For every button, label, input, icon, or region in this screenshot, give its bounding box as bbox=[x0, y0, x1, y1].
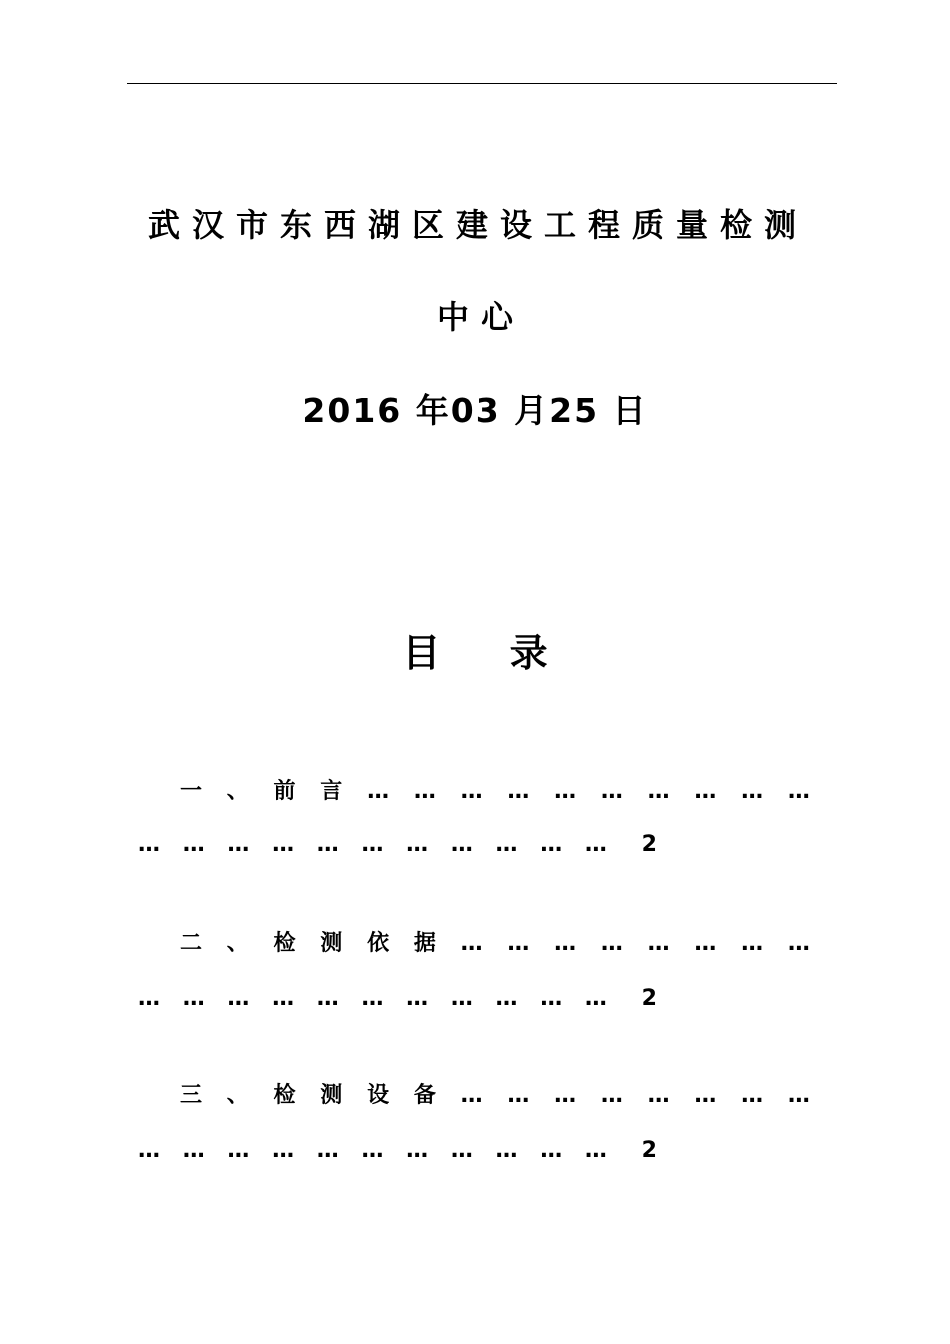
toc-leader-dots: … bbox=[787, 931, 810, 956]
toc-leader-dots: … bbox=[600, 931, 623, 956]
toc-page-number: 2 bbox=[641, 986, 657, 1011]
toc-entry-char: 测 bbox=[320, 931, 343, 956]
toc-leader-dots: … bbox=[584, 986, 607, 1011]
toc-leader-dots: … bbox=[460, 931, 483, 956]
toc-entry-1-line1[interactable] bbox=[180, 774, 810, 805]
toc-leader-dots: … bbox=[694, 779, 717, 804]
toc-leader-dots: … bbox=[450, 832, 473, 857]
toc-entry-char: 、 bbox=[226, 931, 249, 956]
organization-name-line1: 武汉市东西湖区建设工程质量检测 bbox=[147, 206, 808, 244]
toc-leader-dots: … bbox=[272, 986, 295, 1011]
toc-entry-char: 言 bbox=[320, 779, 343, 804]
toc-leader-dots: … bbox=[227, 1138, 250, 1163]
toc-entry-char: 检 bbox=[273, 1083, 296, 1108]
toc-leader-dots: … bbox=[647, 779, 670, 804]
toc-leader-dots: … bbox=[227, 832, 250, 857]
toc-leader-dots: … bbox=[406, 832, 429, 857]
toc-leader-dots: … bbox=[540, 832, 563, 857]
toc-leader-dots: … bbox=[554, 1083, 577, 1108]
toc-entry-char: 、 bbox=[226, 779, 249, 804]
toc-entry-char: 设 bbox=[367, 1083, 390, 1108]
toc-leader-dots: … bbox=[460, 779, 483, 804]
toc-leader-dots: … bbox=[787, 779, 810, 804]
toc-leader-dots: … bbox=[694, 931, 717, 956]
toc-leader-dots: … bbox=[600, 779, 623, 804]
toc-page-number: 2 bbox=[641, 832, 657, 857]
toc-leader-dots: … bbox=[450, 1138, 473, 1163]
toc-leader-dots: … bbox=[316, 832, 339, 857]
toc-entry-char: 二 bbox=[180, 931, 203, 956]
toc-entry-2-line1[interactable] bbox=[180, 926, 810, 957]
toc-entry-2-line2[interactable] bbox=[138, 986, 818, 1011]
toc-leader-dots: … bbox=[694, 1083, 717, 1108]
toc-leader-dots: … bbox=[272, 1138, 295, 1163]
toc-entry-1-line2[interactable] bbox=[138, 832, 818, 857]
toc-leader-dots: … bbox=[741, 1083, 764, 1108]
toc-leader-dots: … bbox=[584, 1138, 607, 1163]
toc-entry-char: 一 bbox=[180, 779, 203, 804]
toc-leader-dots: … bbox=[507, 931, 530, 956]
toc-leader-dots: … bbox=[507, 779, 530, 804]
toc-leader-dots: … bbox=[647, 931, 670, 956]
toc-leader-dots: … bbox=[741, 779, 764, 804]
toc-entry-3-line2[interactable] bbox=[138, 1138, 818, 1163]
toc-leader-dots: … bbox=[361, 832, 384, 857]
toc-leader-dots: … bbox=[138, 1138, 160, 1163]
toc-entry-char: 、 bbox=[226, 1083, 249, 1108]
header-rule bbox=[127, 83, 837, 84]
toc-leader-dots: … bbox=[182, 832, 205, 857]
toc-entry-char: 据 bbox=[413, 931, 436, 956]
toc-leader-dots: … bbox=[540, 1138, 563, 1163]
toc-leader-dots: … bbox=[361, 1138, 384, 1163]
toc-entry-char: 三 bbox=[180, 1083, 203, 1108]
toc-leader-dots: … bbox=[406, 986, 429, 1011]
toc-leader-dots: … bbox=[460, 1083, 483, 1108]
toc-leader-dots: … bbox=[507, 1083, 530, 1108]
toc-entry-char: 依 bbox=[367, 931, 390, 956]
toc-entry-char: 测 bbox=[320, 1083, 343, 1108]
toc-leader-dots: … bbox=[361, 986, 384, 1011]
toc-leader-dots: … bbox=[227, 986, 250, 1011]
toc-leader-dots: … bbox=[406, 1138, 429, 1163]
toc-leader-dots: … bbox=[554, 931, 577, 956]
toc-page-number: 2 bbox=[641, 1138, 657, 1163]
toc-leader-dots: … bbox=[495, 1138, 518, 1163]
toc-leader-dots: … bbox=[138, 832, 160, 857]
toc-leader-dots: … bbox=[540, 986, 563, 1011]
toc-leader-dots: … bbox=[584, 832, 607, 857]
toc-leader-dots: … bbox=[413, 779, 436, 804]
toc-entry-char: 备 bbox=[413, 1083, 436, 1108]
toc-leader-dots: … bbox=[272, 832, 295, 857]
toc-leader-dots: … bbox=[495, 832, 518, 857]
toc-leader-dots: … bbox=[600, 1083, 623, 1108]
toc-leader-dots: … bbox=[450, 986, 473, 1011]
document-date: 2016 年03 月25 日 bbox=[302, 391, 648, 430]
toc-leader-dots: … bbox=[367, 779, 390, 804]
toc-leader-dots: … bbox=[787, 1083, 810, 1108]
toc-leader-dots: … bbox=[316, 986, 339, 1011]
toc-leader-dots: … bbox=[495, 986, 518, 1011]
toc-leader-dots: … bbox=[554, 779, 577, 804]
toc-leader-dots: … bbox=[647, 1083, 670, 1108]
toc-leader-dots: … bbox=[182, 986, 205, 1011]
toc-entry-char: 前 bbox=[273, 779, 296, 804]
toc-title: 目 录 bbox=[402, 631, 576, 675]
toc-entry-3-line1[interactable] bbox=[180, 1078, 810, 1109]
toc-leader-dots: … bbox=[138, 986, 160, 1011]
toc-leader-dots: … bbox=[316, 1138, 339, 1163]
toc-leader-dots: … bbox=[741, 931, 764, 956]
organization-name-line2: 中心 bbox=[436, 298, 525, 336]
toc-leader-dots: … bbox=[182, 1138, 205, 1163]
toc-entry-char: 检 bbox=[273, 931, 296, 956]
